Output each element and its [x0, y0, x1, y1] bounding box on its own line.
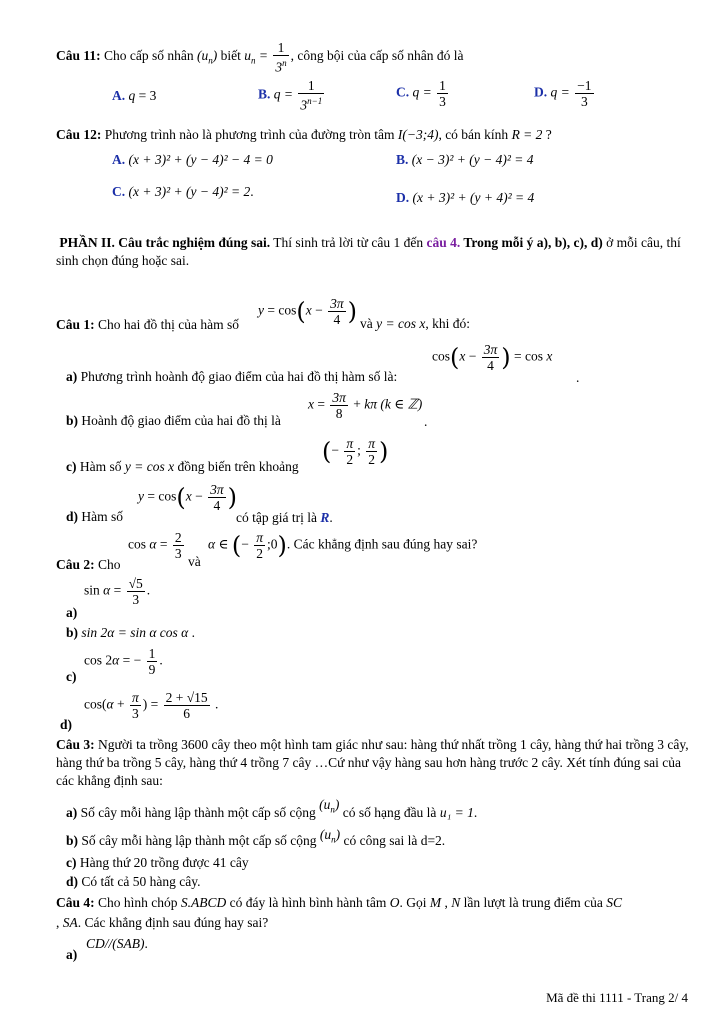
q12-option-b: B. (x − 3)² + (y − 4)² = 4 [396, 152, 534, 167]
p1-solution: x = $\frac{3\pi}{8}$ + kπ (k ∈ ℤ) [308, 390, 423, 421]
p1-item-c: c) Hàm số y = cos x đồng biến trên khoảng [66, 459, 299, 474]
p2-cos-sum: cos(α + $\frac{\pi}{3}$ ) = $\frac{2 + √15}{6}$ . [84, 690, 219, 721]
p2-item-a: a) [66, 605, 78, 620]
p1-and-func2: và y = cos x, khi đó: [360, 316, 470, 331]
p2-stem: Câu 2: Cho [56, 557, 121, 572]
q11-sequence: $(u_n)$ [197, 48, 218, 66]
p4-item-a-text: CD//(SAB). [86, 936, 148, 951]
p1-item-d: d) Hàm số [66, 509, 124, 524]
p1-item-b: b) Hoành độ giao điểm của hai đồ thị là [66, 413, 281, 428]
exam-page: Câu 11: Cho cấp số nhân $(u_n)$ biết $u_n$ = $\frac{1}{3^n}$ , công bội của cấp số nhân đó là A. q = 3 B. q = $\frac{1}{3^{n-1}}$ C. q = $\frac{1}{3}$ D. q = $\frac{-1}{3}$ Câu 12: Phương trình nào là phương trình của đường tròn tâm I(−3;4), có bán kính R = 2 ? A. (x + 3)² + (y − 4)² − 4 = 0 B. (x − 3)² + (y − 4)² = 4 C. (x + 3)² + (y − 4)² = 2. D. (x + 3)² + (y + 4)² = 4 PHẦN II. Câu trắc nghiệm đúng sai. Thí sinh trả lời từ câu 1 đến câu 4. Trong mỗi ý a), b), c), d) ở mỗi câu, thí sinh chọn đúng hoặc sai. Câu 1: Cho hai đồ thị của hàm số y = cos(x − $\frac{3\pi}{4}$ ) và y = cos x, khi đó: cos(x − $\frac{3\pi}{4}$ ) = cos x a) Phương trình hoành độ giao điểm của hai đồ thị hàm số là: . x = $\frac{3\pi}{8}$ + kπ (k ∈ ℤ) b) Hoành độ giao điểm của hai đồ thị là . c) Hàm số y = cos x đồng biến trên khoảng (− $\frac{\pi}{2}$ ; $\frac{\pi}{2}$ ) y = cos(x − $\frac{3\pi}{4}$ ) d) Hàm số có tập giá trị là R. Câu 2: Cho cos α = $\frac{2}{3}$ và α ∈ (− $\frac{\pi}{2}$ ;0). Các khẳng định sau đúng hay sai? a) sin α = $\frac{√5}{3}$ . b) sin 2α = sin α cos α . c) cos 2α = − $\frac{1}{9}$ . d) cos(α + $\frac{\pi}{3}$ ) = $\frac{2 + √15}{6}$ . Câu 3: Người ta trồng 3600 cây theo một hình tam giác như sau: hàng thứ nhất trồng 1 cây, hàng thứ hai trồng 3 cây, hàng thứ ba trồng 5 cây, hàng thứ 4 trồng 7 cây …Cứ như vậy hàng sau hơn hàng trước 2 cây. Xét tính đúng sai của các khẳng định sau: a) Số cây mỗi hàng lập thành một cấp số cộng $(u_n)$ có số hạng đầu là u₁ = 1. b) Số cây mỗi hàng lập thành một cấp số cộng $(u_n)$ có công sai là d=2. c) Hàng thứ 20 trồng được 41 cây d) Có tất cả 50 hàng cây. Câu 4: Cho hình chóp S.ABCD có đáy là hình bình hành tâm O. Gọi M , N lần lượt là trung điểm của SC , SA. Các khẳng định sau đúng hay sai? a) CD//(SAB). Mã đề thi 1111 - Trang 2/ 4 [0, 0, 724, 1024]
p2-cos: cos α = $\frac{2}{3}$ [128, 530, 182, 561]
p4-stem-line2: , SA. Các khẳng định sau đúng hay sai? [56, 915, 269, 930]
part2-heading: PHẦN II. Câu trắc nghiệm đúng sai. Thí sinh trả lời từ câu 1 đến câu 4. Trong mỗi ý a), b), c), d) ở mỗi câu, thí sinh chọn đúng hoặc sai. [56, 235, 681, 268]
p3-item-b: b) Số cây mỗi hàng lập thành một cấp số cộng $(u_n)$ có công sai là d=2. [66, 827, 446, 848]
q11-option-d: D. q = $\frac{-1}{3}$ [534, 78, 592, 109]
p4-stem: Câu 4: Cho hình chóp S.ABCD có đáy là hình bình hành tâm O. Gọi M , N lần lượt là trung điểm của SC [56, 895, 623, 910]
q12-option-a: A. (x + 3)² + (y − 4)² − 4 = 0 [112, 152, 273, 167]
q12-stem: Câu 12: Phương trình nào là phương trình của đường tròn tâm I(−3;4), có bán kính R = 2 ? [56, 127, 552, 142]
q12-option-d: D. (x + 3)² + (y + 4)² = 4 [396, 190, 535, 205]
p2-cos2a: cos 2α = − $\frac{1}{9}$ . [84, 646, 163, 677]
p1-equation: cos(x − $\frac{3\pi}{4}$ ) = cos x [432, 342, 553, 373]
q12-option-c: C. (x + 3)² + (y − 4)² = 2. [112, 184, 254, 199]
p2-sin: sin α = $\frac{√5}{3}$ . [84, 576, 151, 607]
q11-option-c: C. q = $\frac{1}{3}$ [396, 78, 446, 109]
page-footer: Mã đề thi 1111 - Trang 2/ 4 [546, 990, 688, 1005]
q11-option-b: B. q = $\frac{1}{3^{n-1}}$ [258, 78, 323, 113]
p2-item-c: c) [66, 669, 77, 684]
p4-item-a: a) [66, 947, 78, 962]
p1-interval: (− $\frac{\pi}{2}$ ; $\frac{\pi}{2}$ ) [322, 436, 389, 467]
p1-func1-copy: y = cos(x − $\frac{3\pi}{4}$ ) [138, 482, 237, 513]
q11-option-a: A. q = 3 [112, 88, 157, 103]
p2-item-d: d) [60, 717, 73, 732]
p2-interval: α ∈ (− $\frac{\pi}{2}$ ;0). Các khẳng định sau đúng hay sai? [208, 530, 478, 561]
p3-item-d: d) Có tất cả 50 hàng cây. [66, 874, 201, 889]
q11-formula: $u_n$ = $\frac{1}{3^n}$ [244, 39, 287, 75]
p3-stem: Câu 3: Người ta trồng 3600 cây theo một hình tam giác như sau: hàng thứ nhất trồng 1 cây, hàng thứ hai trồng 3 cây, hàng thứ ba trồng 5 cây, hàng thứ 4 trồng 7 cây …Cứ như vậy hàng sau hơn hàng trước 2 cây. Xét tính đúng sai của các khẳng định sau: [56, 737, 689, 788]
p1-stem: Câu 1: Cho hai đồ thị của hàm số [56, 317, 239, 332]
p1-item-a: a) Phương trình hoành độ giao điểm của hai đồ thị hàm số là: [66, 369, 398, 384]
p3-item-a: a) Số cây mỗi hàng lập thành một cấp số cộng $(u_n)$ có số hạng đầu là u₁ = 1. [66, 797, 478, 820]
q11-label: Câu 11: [56, 48, 101, 63]
p2-item-b: b) sin 2α = sin α cos α . [66, 625, 196, 640]
p1-func1: y = cos(x − $\frac{3\pi}{4}$ ) [258, 296, 357, 327]
q11-stem: Câu 11: Cho cấp số nhân $(u_n)$ biết $u_n$ = $\frac{1}{3^n}$ , công bội của cấp số nhân đó là [56, 39, 464, 75]
p3-item-c: c) Hàng thứ 20 trồng được 41 cây [66, 855, 249, 870]
